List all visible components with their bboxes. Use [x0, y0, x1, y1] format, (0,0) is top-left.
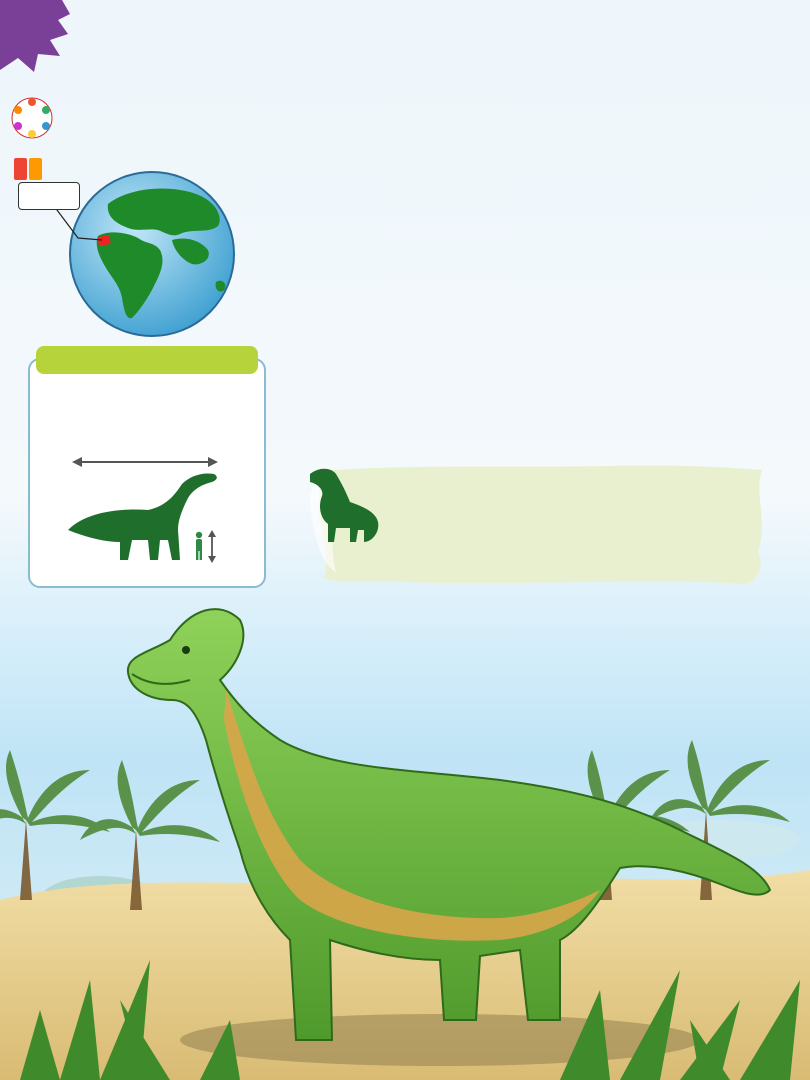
fact-note-card — [306, 462, 770, 588]
human-silhouette — [196, 532, 202, 560]
drop-cap — [310, 164, 340, 208]
size-comparison-title — [36, 346, 258, 374]
article-body — [310, 164, 752, 208]
globe-map — [68, 170, 236, 338]
dinosaur-silhouette — [68, 473, 217, 560]
book-badge-icon — [14, 156, 44, 182]
publisher-logo — [10, 96, 54, 140]
size-comparison-grid — [28, 380, 262, 584]
page-number-tab — [0, 0, 72, 80]
nigersaurus-illustration — [0, 600, 810, 1080]
nigeria-label — [18, 182, 80, 210]
